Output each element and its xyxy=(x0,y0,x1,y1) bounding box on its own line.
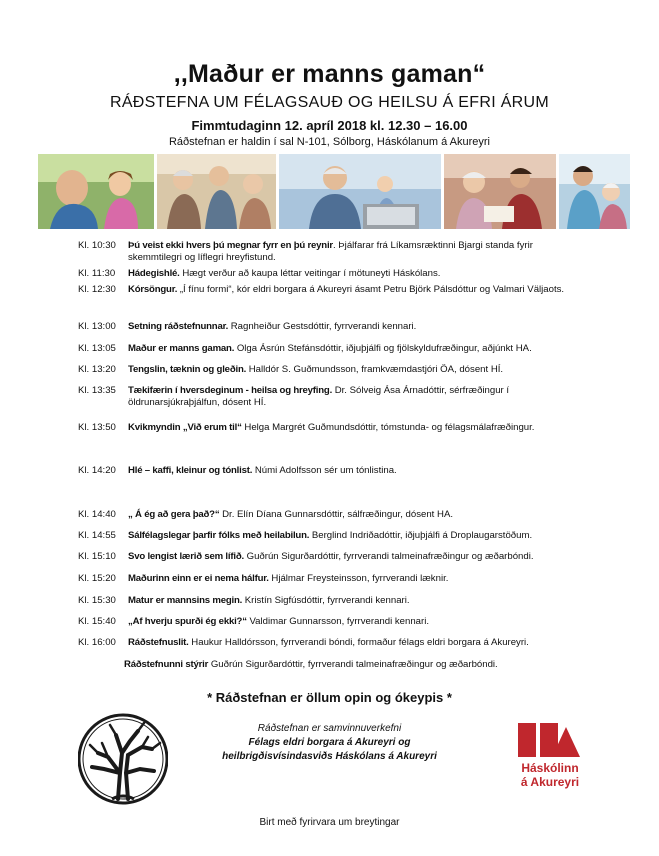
program-time: Kl. 11:30 xyxy=(78,268,116,279)
program-time: Kl. 15:20 xyxy=(78,573,116,584)
program-time: Kl. 13:50 xyxy=(78,422,116,433)
program-time: Kl. 10:30 xyxy=(78,240,116,251)
conference-chair-name: Guðrún Sigurðardóttir, fyrrverandi talmeinafræðingur og æðarbóndi. xyxy=(208,659,498,670)
program-time: Kl. 14:55 xyxy=(78,530,116,541)
collaboration-line-2: Félags eldri borgara á Akureyri og xyxy=(248,737,411,748)
program-description xyxy=(128,465,568,477)
program-description xyxy=(128,573,568,585)
program-title: Hlé – kaffi, kleinur og tónlist. xyxy=(128,465,253,476)
collaboration-line-1: Ráðstefnan er samvinnuverkefni xyxy=(257,723,402,734)
program-detail: Guðrún Sigurðardóttir, fyrrverandi talmeinafræðingur og æðarbóndi. xyxy=(243,551,534,562)
program-time: Kl. 14:20 xyxy=(78,465,116,476)
university-name-line-2: á Akureyri xyxy=(520,775,580,789)
program-description xyxy=(128,364,568,376)
free-admission-notice: * Ráðstefnan er öllum opin og ókeypis * xyxy=(207,690,452,705)
program-title: Hádegishlé. xyxy=(128,268,180,279)
program-title: Matur er mannsins megin. xyxy=(128,595,243,606)
program-time: Kl. 13:20 xyxy=(78,364,116,375)
conference-chair xyxy=(124,659,604,670)
program-description xyxy=(128,385,568,410)
program-detail: „Í fínu formi“, kór eldri borgara á Akureyri ásamt Petru Björk Pálsdóttur og Valmari Väljaots. xyxy=(177,284,565,295)
photo-strip xyxy=(38,154,630,229)
program-title: Maðurinn einn er ei nema hálfur. xyxy=(128,573,269,584)
photo-reading xyxy=(444,154,556,229)
program-title: „Af hverju spurði ég ekki?“ xyxy=(128,616,247,627)
program-title: Kvikmyndin „Við erum til“ xyxy=(128,422,242,433)
program-detail: Ragnheiður Gestsdóttir, fyrrverandi kennari. xyxy=(228,321,417,332)
program-description xyxy=(128,509,568,521)
program-detail: Dr. Elín Díana Gunnarsdóttir, sálfræðingur, dósent HA. xyxy=(219,509,454,520)
program-description xyxy=(128,284,568,296)
program-description xyxy=(128,551,568,563)
program-detail: Hjálmar Freysteinsson, fyrrverandi læknir. xyxy=(268,573,449,584)
photo-grandfather-child xyxy=(38,154,154,229)
program-title: Maður er manns gaman. xyxy=(128,343,235,354)
page-title: ,,Maður er manns gaman“ xyxy=(173,60,486,88)
university-logo-icon xyxy=(518,723,582,757)
program-description xyxy=(128,321,568,333)
conference-venue: Ráðstefnan er haldin í sal N-101, Sólborg, Háskólanum á Akureyri xyxy=(168,136,490,148)
program-description xyxy=(128,637,568,649)
university-name xyxy=(518,761,582,789)
program-time: Kl. 13:00 xyxy=(78,321,116,332)
program-detail: Hægt verður að kaupa léttar veitingar í mötuneyti Háskólans. xyxy=(179,268,441,279)
program-description xyxy=(128,595,568,607)
program-detail: Haukur Halldórsson, fyrrverandi bóndi, formaður félags eldri borgara á Akureyri. xyxy=(188,637,529,648)
collaboration-line-3: heilbrigðisvísindasviðs Háskólans á Akureyri xyxy=(222,751,437,762)
program-detail: Helga Margrét Guðmundsdóttir, tómstunda- og félagsmálafræðingur. xyxy=(241,422,535,433)
photo-laptop xyxy=(279,154,441,229)
program-title: Setning ráðstefnunnar. xyxy=(128,321,229,332)
program-detail: Dr. Sólveig Ása Árnadóttir, sérfræðingur í öldrunarsjúkraþjálfun, dósent HÍ. xyxy=(128,385,510,409)
program-detail: Kristín Sigfúsdóttir, fyrrverandi kennari. xyxy=(242,595,410,606)
program-title: Sálfélagslegar þarfir fólks með heilabilun. xyxy=(128,530,310,541)
university-name-line-1: Háskólinn xyxy=(521,761,579,775)
program-description xyxy=(128,240,568,265)
program-title: Tengslin, tæknin og gleðin. xyxy=(128,364,247,375)
program-title: Svo lengist lærið sem lífið. xyxy=(128,551,244,562)
conference-chair-label: Ráðstefnunni stýrir xyxy=(124,659,209,670)
program-title: Kórsöngur. xyxy=(128,284,178,295)
program-title: Ráðstefnuslit. xyxy=(128,637,189,648)
program-description xyxy=(128,422,568,434)
program-detail: Olga Ásrún Stefánsdóttir, iðjuþjálfi og fjölskyldufræðingur, aðjúnkt HA. xyxy=(234,343,532,354)
program-description xyxy=(128,268,568,280)
photo-elderly-group xyxy=(157,154,276,229)
program-detail: . Þjálfarar frá Líkamsræktinni Bjargi standa fyrir skemmtilegri og líflegri hreyfistund. xyxy=(128,240,533,264)
program-title: Þú veist ekki hvers þú megnar fyrr en þú reynir xyxy=(128,240,333,251)
program-time: Kl. 13:35 xyxy=(78,385,116,396)
program-detail: Halldór S. Guðmundsson, framkvæmdastjóri ÖA, dósent HÍ. xyxy=(246,364,504,375)
photo-caregiver xyxy=(559,154,630,229)
program-time: Kl. 12:30 xyxy=(78,284,116,295)
program-time: Kl. 15:10 xyxy=(78,551,116,562)
program-detail: Berglind Indriðadóttir, iðjuþjálfi á Droplaugarstöðum. xyxy=(309,530,533,541)
program-detail: Númi Adolfsson sér um tónlistina. xyxy=(252,465,397,476)
program-time: Kl. 15:30 xyxy=(78,595,116,606)
conference-date: Fimmtudaginn 12. apríl 2018 kl. 12.30 – 16.00 xyxy=(191,118,468,133)
program-time: Kl. 16:00 xyxy=(78,637,116,648)
program-title: Tækifærin í hversdeginum - heilsa og hreyfing. xyxy=(128,385,333,396)
conference-subtitle: RÁÐSTEFNA UM FÉLAGSAUÐ OG HEILSU Á EFRI ÁRUM xyxy=(109,94,550,111)
footer-disclaimer: Birt með fyrirvara um breytingar xyxy=(259,817,400,828)
university-logo xyxy=(518,723,582,789)
program-description xyxy=(128,616,568,628)
program-description xyxy=(128,343,568,355)
program-time: Kl. 15:40 xyxy=(78,616,116,627)
program-detail: Valdimar Gunnarsson, fyrrverandi kennari. xyxy=(246,616,430,627)
program-title: „ Á ég að gera það?“ xyxy=(128,509,220,520)
program-time: Kl. 14:40 xyxy=(78,509,116,520)
program-description xyxy=(128,530,568,542)
program-time: Kl. 13:05 xyxy=(78,343,116,354)
